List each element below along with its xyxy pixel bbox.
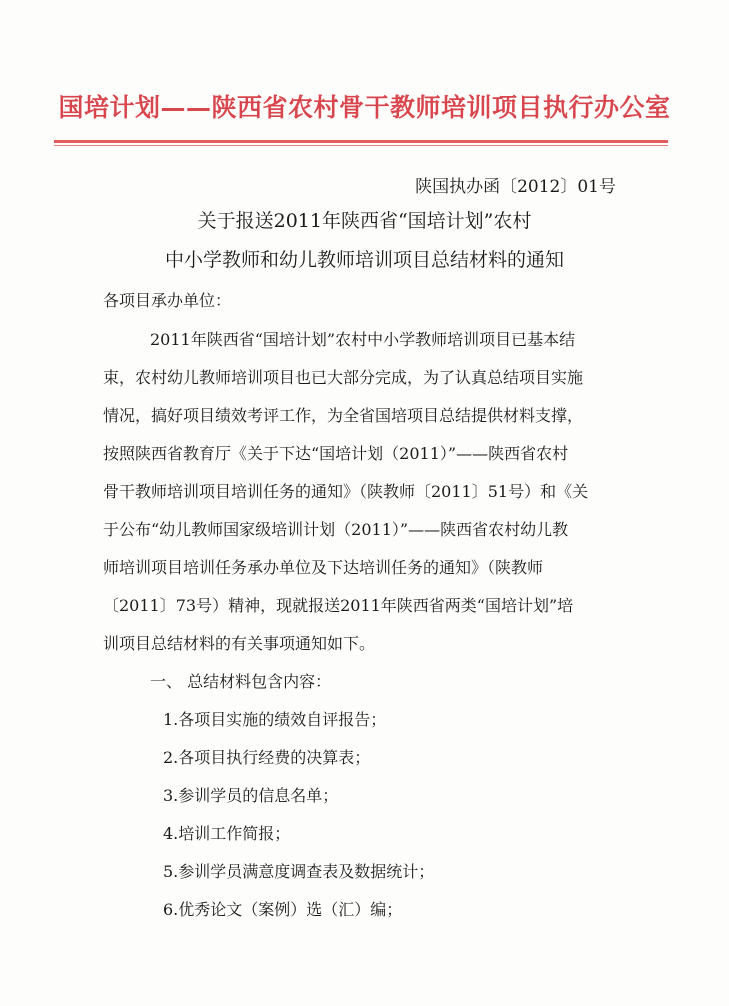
- document-number: 陕国执办函〔2012〕01号: [415, 177, 616, 197]
- list-item: 6.优秀论文（案例）选（汇）编；: [163, 900, 403, 919]
- letterhead-rule-thin: [54, 145, 668, 146]
- list-item: 4.培训工作简报；: [163, 824, 291, 843]
- letterhead-title: 国培计划——陕西省农村骨干教师培训项目执行办公室: [58, 93, 671, 122]
- body-paragraph-line: 于公布“幼儿教师国家级培训计划（2011）”——陕西省农村幼儿教: [103, 520, 569, 539]
- body-paragraph-line: 〔2011〕73号）精神，现就报送2011年陕西省两类“国培计划”培: [103, 596, 574, 615]
- body-paragraph-line: 2011年陕西省“国培计划”农村中小学教师培训项目已基本结: [150, 330, 576, 349]
- body-paragraph-line: 骨干教师培训项目培训任务的通知》（陕教师〔2011〕51号）和《关: [103, 482, 589, 501]
- list-item: 1.各项目实施的绩效自评报告；: [163, 710, 387, 729]
- body-paragraph-line: 训项目总结材料的有关事项通知如下。: [103, 634, 376, 653]
- list-item: 3.参训学员的信息名单；: [163, 786, 339, 805]
- body-paragraph-line: 师培训项目培训任务承办单位及下达培训任务的通知》（陕教师: [103, 558, 544, 577]
- list-item: 5.参训学员满意度调查表及数据统计；: [163, 862, 435, 881]
- section-one-heading: 一、 总结材料包含内容：: [150, 672, 332, 691]
- salutation: 各项目承办单位：: [103, 291, 232, 310]
- body-paragraph-line: 按照陕西省教育厅《关于下达“国培计划（2011）”——陕西省农村: [103, 444, 569, 463]
- body-paragraph-line: 情况，搞好项目绩效考评工作，为全省国培项目总结提供材料支撑，: [103, 406, 584, 425]
- notice-title-line-1: 关于报送2011年陕西省“国培计划”农村: [197, 210, 532, 232]
- notice-title-line-2: 中小学教师和幼儿教师培训项目总结材料的通知: [164, 249, 564, 271]
- body-paragraph-line: 束，农村幼儿教师培训项目也已大部分完成，为了认真总结项目实施: [103, 368, 584, 387]
- letterhead-rule-thick: [54, 140, 668, 143]
- list-item: 2.各项目执行经费的决算表；: [163, 748, 371, 767]
